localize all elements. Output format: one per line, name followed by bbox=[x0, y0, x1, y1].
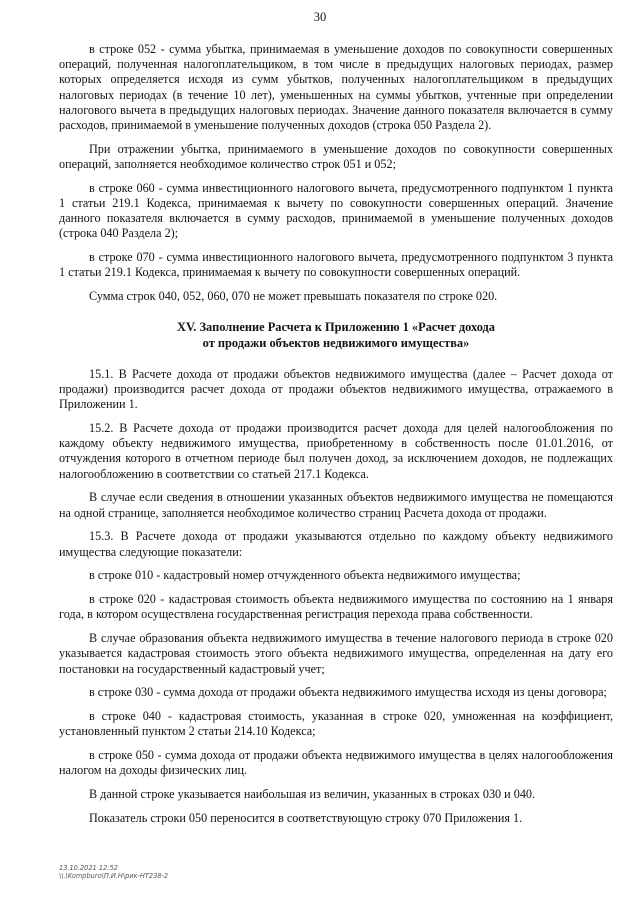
paragraph-line-052: в строке 052 - сумма убытка, принимаемая в уменьшение доходов по совокупности совершенных операций, полученная налогоплательщиком, в том числе в предыдущих налоговых периодах, размер которых определяется исходя из сумм убытков, полученных налогоплательщиком в предыдущих налоговых периодах (в течение 10 лет), уменьшенных на суммы убытков, учтенные при определении налогового вычета в предыдущих налоговых периодах. Значение данного показателя включается в сумму расходов, принимаемой в уменьшение полученных доходов (строка 050 Раздела 2). bbox=[59, 42, 613, 133]
page-number: 30 bbox=[313, 10, 327, 24]
paragraph-new-object: В случае образования объекта недвижимого имущества в течение налогового периода в строке 020 указывается кадастровая стоимость этого объекта недвижимого имущества, определенная на дату его постановки на государственный кадастровый учет; bbox=[59, 631, 613, 676]
paragraph-15-2: 15.2. В Расчете дохода от продажи производится расчет дохода для целей налогообложения по каждому объекту недвижимого имущества, приобретенному в собственность после 01.01.2016, от отчуждения которого в отчетном периоде был получен доход, за исключением доходов, не подлежащих налогообложению в соответствии со статьей 217.1 Кодекса. bbox=[59, 421, 613, 481]
paragraph-line-010: в строке 010 - кадастровый номер отчужденного объекта недвижимого имущества; bbox=[89, 568, 521, 583]
footer-file-path: \\.\Kompburo\П.И.Н\рик-НТ238-2 bbox=[59, 872, 169, 880]
paragraph-line-070: в строке 070 - сумма инвестиционного налогового вычета, предусмотренного подпунктом 3 пункта 1 статьи 219.1 Кодекса, принимаемая к вычету по совокупности совершенных операций. bbox=[59, 250, 613, 280]
section-heading-line-1: XV. Заполнение Расчета к Приложению 1 «Расчет дохода bbox=[177, 320, 495, 335]
footer-stamp bbox=[59, 864, 168, 880]
paragraph-loss-reflection: При отражении убытка, принимаемого в уменьшение доходов по совокупности совершенных операций, заполняется необходимое количество строк 051 и 052; bbox=[59, 141, 613, 172]
paragraph-extra-pages: В случае если сведения в отношении указанных объектов недвижимого имущества не помещаются на одной странице, заполняется необходимое количество страниц Расчета дохода от продажи. bbox=[59, 490, 613, 520]
paragraph-15-3: 15.3. В Расчете дохода от продажи указываются отдельно по каждому объекту недвижимого имущества следующие показатели: bbox=[59, 529, 613, 559]
paragraph-line-020: в строке 020 - кадастровая стоимость объекта недвижимого имущества по состоянию на 1 января года, в котором осуществлена государственная регистрация перехода права собственности. bbox=[59, 592, 613, 622]
paragraph-line-040: в строке 040 - кадастровая стоимость, указанная в строке 020, умноженная на коэффициент, установленный пунктом 2 статьи 214.10 Кодекса; bbox=[59, 709, 613, 739]
section-heading bbox=[59, 320, 613, 350]
section-heading-line-2: от продажи объектов недвижимого имущества» bbox=[202, 335, 470, 350]
paragraph-transfer: Показатель строки 050 переносится в соответствующую строку 070 Приложения 1. bbox=[89, 811, 523, 826]
footer-timestamp: 13.10.2021 12:52 bbox=[59, 864, 118, 872]
document-body bbox=[59, 42, 613, 835]
paragraph-line-060: в строке 060 - сумма инвестиционного налогового вычета, предусмотренного подпунктом 1 пункта 1 статьи 219.1 Кодекса, принимаемая к вычету по совокупности совершенных операций. Значение данного показателя включается в сумму расходов, принимаемой в уменьшение полученных доходов (строка 040 Раздела 2); bbox=[59, 180, 613, 241]
paragraph-line-050: в строке 050 - сумма дохода от продажи объекта недвижимого имущества в целях налогообложения налогом на доходы физических лиц. bbox=[59, 748, 613, 778]
paragraph-sum-limit: Сумма строк 040, 052, 060, 070 не может превышать показателя по строке 020. bbox=[89, 289, 498, 304]
paragraph-15-1: 15.1. В Расчете дохода от продажи объектов недвижимого имущества (далее – Расчет дохода от продажи) производится расчет дохода от продажи объектов недвижимого имущества, отражаемого в Приложении 1. bbox=[59, 366, 613, 412]
paragraph-max-value: В данной строке указывается наибольшая из величин, указанных в строках 030 и 040. bbox=[89, 787, 536, 802]
paragraph-line-030: в строке 030 - сумма дохода от продажи объекта недвижимого имущества исходя из цены договора; bbox=[89, 685, 607, 700]
